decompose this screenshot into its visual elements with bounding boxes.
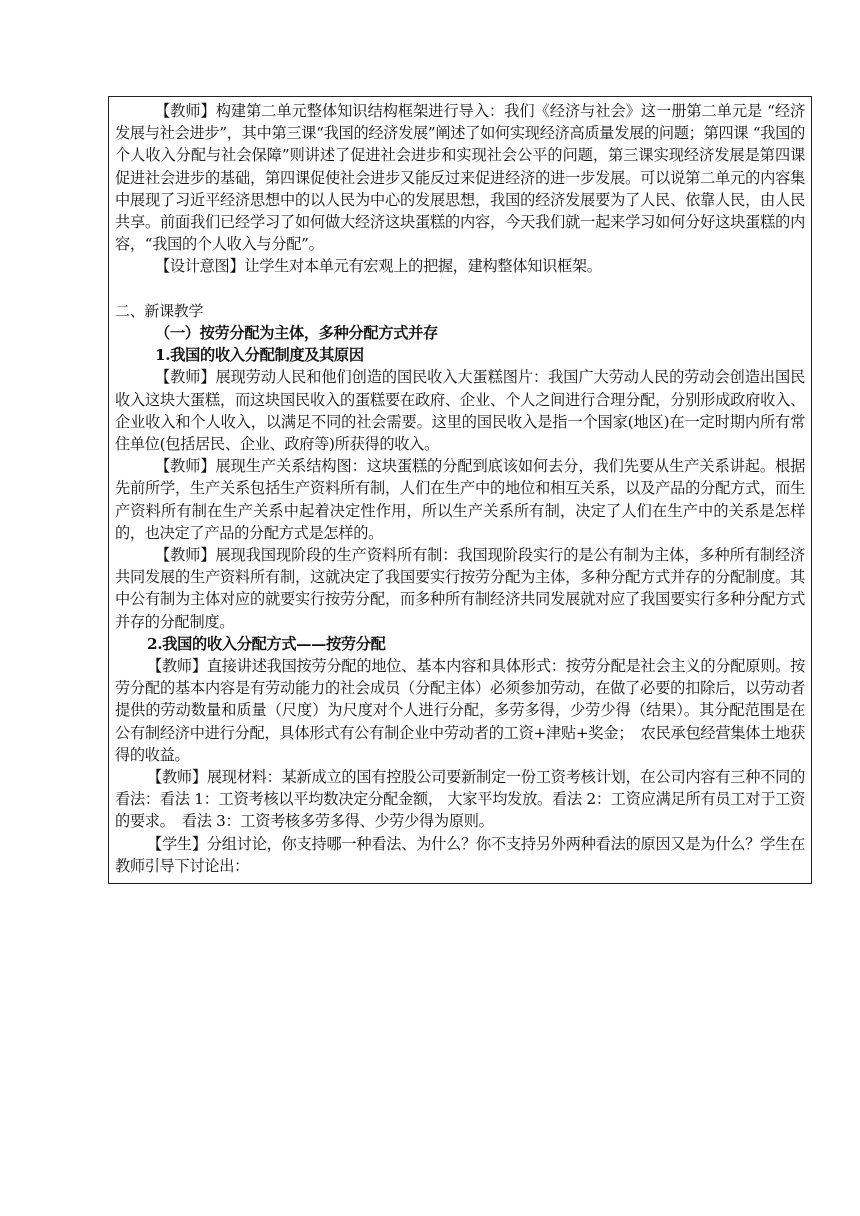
subheading-1: 1.我国的收入分配制度及其原因 — [155, 346, 364, 365]
blank-line — [115, 278, 805, 300]
student-paragraph: 【学生】分组讨论，你支持哪一种看法、为什么？你不支持另外两种看法的原因又是为什么？学生在教师引导下讨论出： — [115, 834, 805, 875]
subheading-2: 2.我国的收入分配方式——按劳分配 — [147, 634, 386, 653]
lesson-table-cell — [108, 96, 812, 884]
teacher-paragraph-5: 【教师】展现材料：某新成立的国有控股公司要新制定一份工资考核计划，在公司内容有三种不同的看法：看法 1：工资考核以平均数决定分配金额， 大家平均发放。看法 2：工资应满足所有员工对于工资的要求。 看法 3：工资考核多劳多得、少劳少得为原则。 — [115, 768, 805, 831]
teacher-paragraph-4: 【教师】直接讲述我国按劳分配的地位、基本内容和具体形式：按劳分配是社会主义的分配原则。按劳分配的基本内容是有劳动能力的社会成员（分配主体）必须参加劳动，在做了必要的扣除后，以劳动者提供的劳动数量和质量（尺度）为尺度对个人进行分配，多劳多得，少劳少得（结果）。其分配范围是在公有制经济中进行分配，具体形式有公有制企业中劳动者的工资+津贴+奖金； 农民承包经营集体土地获得的收益。 — [115, 657, 805, 764]
intro-paragraph: 【教师】构建第二单元整体知识结构框架进行导入：我们《经济与社会》这一册第二单元是 “经济发展与社会进步”，其中第三课“我国的经济发展”阐述了如何实现经济高质量发展的问题；第四课 “我国的个人收入分配与社会保障”则讲述了促进社会进步和实现社会公平的问题，第三课实现经济发展是第四课促进社会进步的基础，第四课促使社会进步又能反过来促进经济的进一步发展。可以说第二单元的内容集中展现了习近平经济思想中的以人民为中心的发展思想，我国的经济发展要为了人民、依靠人民，由人民共享。前面我们已经学习了如何做大经济这块蛋糕的内容，今天我们就一起来学习如何分好这块蛋糕的内容，“我国的个人收入与分配”。 — [115, 102, 805, 254]
section-title: 二、新课教学 — [115, 301, 204, 320]
design-intent-paragraph: 【设计意图】让学生对本单元有宏观上的把握，建构整体知识框架。 — [155, 257, 602, 276]
teacher-paragraph-1: 【教师】展现劳动人民和他们创造的国民收入大蛋糕图片：我国广大劳动人民的劳动会创造出国民收入这块大蛋糕，而这块国民收入的蛋糕要在政府、企业、个人之间进行合理分配，分别形成政府收入、企业收入和个人收入，以满足不同的社会需要。这里的国民收入是指一个国家(地区)在一定时期内所有常住单位(包括居民、企业、政府等)所获得的收入。 — [115, 368, 805, 454]
heading-1: （一）按劳分配为主体，多种分配方式并存 — [155, 324, 438, 343]
lesson-content — [115, 100, 805, 877]
teacher-paragraph-2: 【教师】展现生产关系结构图：这块蛋糕的分配到底该如何去分，我们先要从生产关系讲起。根据先前所学，生产关系包括生产资料所有制，人们在生产中的地位和相互关系，以及产品的分配方式，而生产资料所有制在生产关系中起着决定性作用，所以生产关系所有制，决定了人们在生产中的关系是怎样的，也决定了产品的分配方式是怎样的。 — [115, 457, 805, 542]
teacher-paragraph-3: 【教师】展现我国现阶段的生产资料所有制：我国现阶段实行的是公有制为主体，多种所有制经济共同发展的生产资料所有制，这就决定了我国要实行按劳分配为主体，多种分配方式并存的分配制度。其中公有制为主体对应的就要实行按劳分配，而多种所有制经济共同发展就对应了我国要实行多种分配方式并存的分配制度。 — [115, 546, 805, 631]
